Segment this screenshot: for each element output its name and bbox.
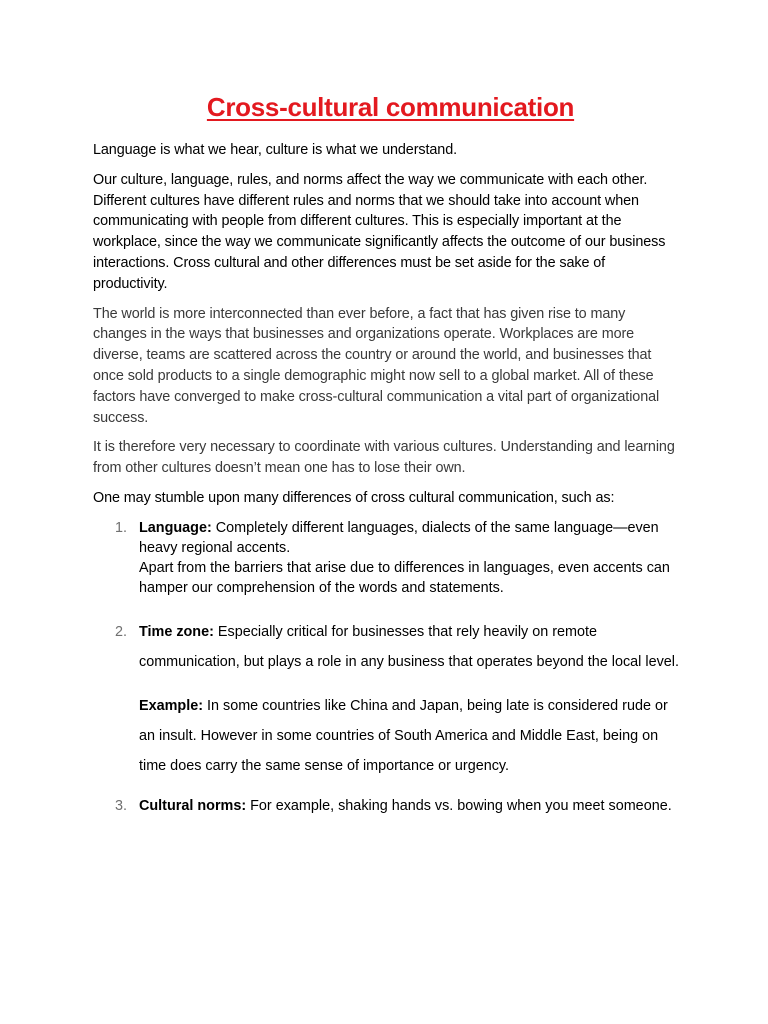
list-number: 1.	[115, 519, 128, 536]
example-text: In some countries like China and Japan, being late is considered rude or an insult. However in some countries of South America and Middle East, being on time does carry the same sense of importance or urgency.	[139, 697, 668, 774]
paragraph-intro: Language is what we hear, culture is what we understand.	[93, 142, 457, 158]
list-item-cultural-norms	[93, 791, 680, 821]
list-text: Especially critical for businesses that rely heavily on remote communication, but plays a role in any business that operates beyond the local level.	[139, 623, 679, 670]
list-term: Language:	[139, 519, 212, 536]
list-number: 2.	[115, 623, 128, 640]
list-text: Completely different languages, dialects of the same language—even heavy regional accents.	[139, 519, 659, 556]
paragraph-interconnected: The world is more interconnected than ever before, a fact that has given rise to many changes in the ways that businesses and organizations operate. Workplaces are more diverse, teams are scattered across the country or around the world, and businesses that once sold products to a single demographic might now sell to a global market. All of these factors have converged to make cross-cultural communication a vital part of organizational success.	[93, 305, 660, 426]
list-text: For example, shaking hands vs. bowing when you meet someone.	[246, 797, 672, 814]
list-extra-text: Apart from the barriers that arise due to differences in languages, even accents can hamper our comprehension of the words and statements.	[139, 559, 670, 596]
differences-list	[93, 518, 680, 821]
paragraph-differences-intro: One may stumble upon many differences of cross cultural communication, such as:	[93, 489, 615, 506]
list-item-language	[93, 518, 680, 598]
example-term: Example:	[139, 697, 203, 714]
paragraph-culture: Our culture, language, rules, and norms affect the way we communicate with each other. Different cultures have different rules and norms that we should take into account when communicating with people from different cultures. This is especially important at the workplace, since the way we communicate significantly affects the outcome of our business interactions. Cross cultural and other differences must be set aside for the sake of productivity.	[93, 171, 666, 292]
list-number: 3.	[115, 797, 128, 814]
document-title: Cross-cultural communication	[206, 92, 575, 122]
list-item-time-zone	[93, 617, 680, 781]
list-term: Cultural norms:	[139, 797, 247, 814]
paragraph-coordinate: It is therefore very necessary to coordinate with various cultures. Understanding and learning from other cultures doesn’t mean one has to lose their own.	[93, 439, 675, 477]
example-block	[139, 691, 680, 781]
list-term: Time zone:	[139, 623, 214, 640]
